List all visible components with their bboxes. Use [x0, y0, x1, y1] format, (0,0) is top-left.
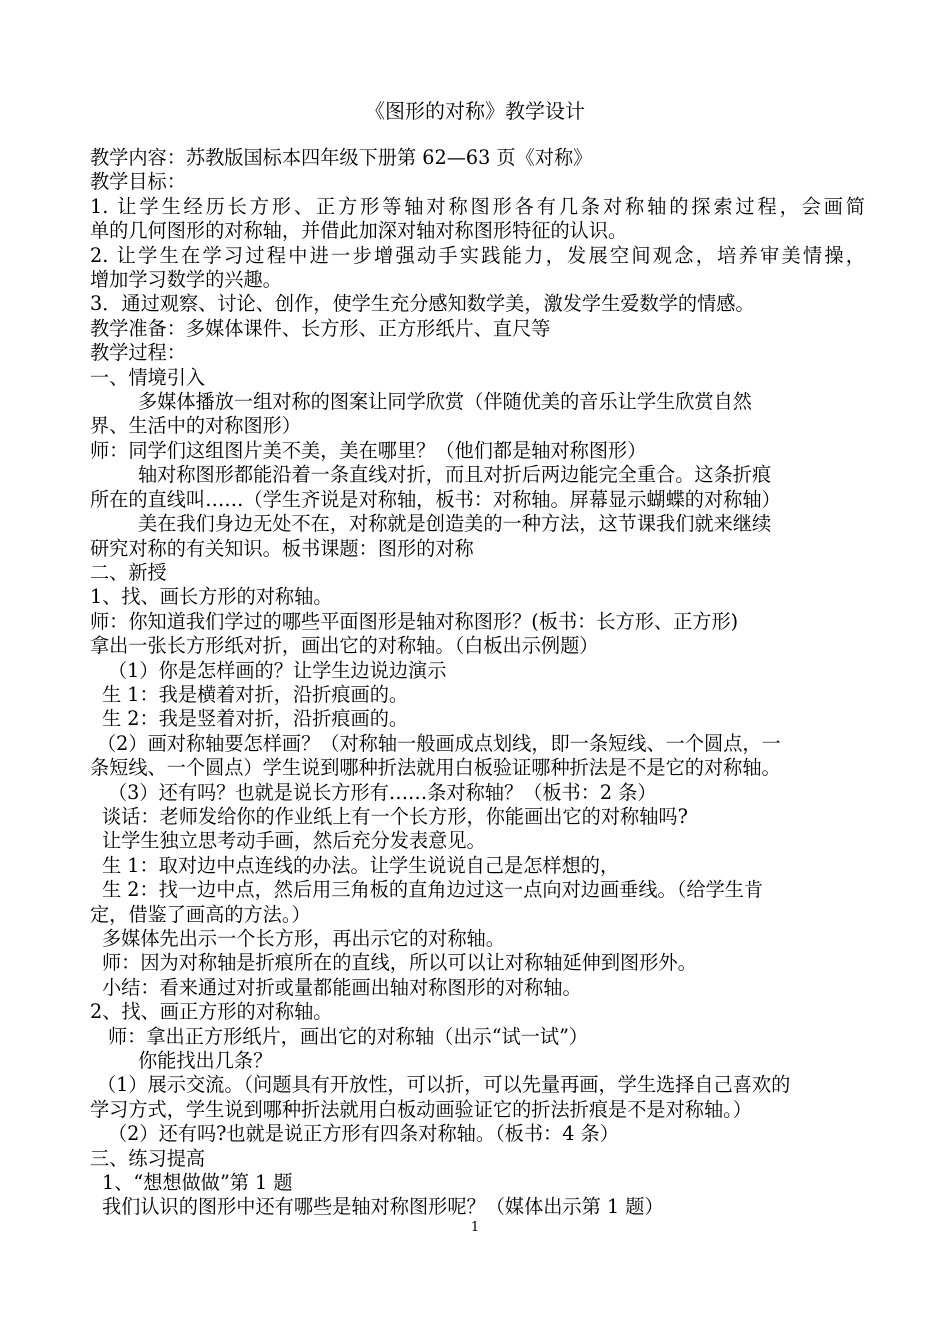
text-line: 师：你知道我们学过的哪些平面图形是轴对称图形？(板书：长方形、正方形) [90, 609, 739, 633]
text-line: 小结：看来通过对折或量都能画出轴对称图形的对称轴。 [102, 975, 582, 999]
text-line: 定，借鉴了画高的方法。） [90, 902, 311, 926]
text-line: 你能找出几条？ [138, 1049, 273, 1073]
subsection-heading-square: 2、找、画正方形的对称轴。 [90, 1000, 333, 1024]
text-line: 我们认识的图形中还有哪些是轴对称图形呢？（媒体出示第 1 题） [102, 1195, 664, 1219]
text-line-preparation: 教学准备：多媒体课件、长方形、正方形纸片、直尺等 [90, 316, 551, 340]
subsection-heading-rectangle: 1、找、画长方形的对称轴。 [90, 585, 333, 609]
text-line: 多媒体播放一组对称的图案让同学欣赏（伴随优美的音乐让学生欣赏自然 [138, 390, 752, 414]
text-line: 多媒体先出示一个长方形，再出示它的对称轴。 [102, 927, 505, 950]
document-title: 《图形的对称》教学设计 [365, 99, 585, 123]
text-line-goal-2a: 2. 让学生在学习过程中进一步增强动手实践能力，发展空间观念，培养审美情操， [90, 243, 865, 267]
text-line-goal-1b: 单的几何图形的对称轴，并借此加深对轴对称图形特征的认识。 [90, 219, 628, 243]
text-line-process: 教学过程： [90, 341, 186, 365]
text-line-goal-1a: 1. 让学生经历长方形、正方形等轴对称图形各有几条对称轴的探索过程，会画简 [90, 194, 865, 218]
text-line: 师：同学们这组图片美不美，美在哪里？（他们都是轴对称图形） [90, 438, 647, 462]
text-line: 条短线、一个圆点）学生说到哪种折法就用白板验证哪种折法是不是它的对称轴。 [90, 756, 781, 780]
text-line-goal-2b: 增加学习数学的兴趣。 [90, 268, 282, 292]
page-number: 1 [470, 1220, 480, 1235]
text-line: （1）展示交流。（问题具有开放性，可以折，可以先量再画，学生选择自己喜欢的 [97, 1073, 791, 1097]
text-line-teaching-content: 教学内容：苏教版国标本四年级下册第 62—63 页《对称》 [90, 146, 593, 169]
section-heading-new-teaching: 二、新授 [90, 560, 167, 584]
text-line: 轴对称图形都能沿着一条直线对折，而且对折后两边能完全重合。这条折痕 [138, 463, 772, 487]
text-line: 所在的直线叫……（学生齐说是对称轴，板书：对称轴。屏幕显示蝴蝶的对称轴） [90, 487, 781, 511]
text-line: 让学生独立思考动手画，然后充分发表意见。 [102, 829, 486, 853]
text-line-goal-3: 3．通过观察、讨论、创作，使学生充分感知数学美，激发学生爱数学的情感。 [90, 292, 755, 316]
text-line: 拿出一张长方形纸对折，画出它的对称轴。（白板出示例题） [90, 634, 599, 658]
text-line: （1）你是怎样画的？让学生边说边演示 [108, 658, 447, 682]
section-heading-practice: 三、练习提高 [90, 1146, 206, 1170]
document-body [90, 146, 865, 1220]
text-line: 师：因为对称轴是折痕所在的直线，所以可以让对称轴延伸到图形外。 [102, 951, 697, 975]
text-line: 谈话：老师发给你的作业纸上有一个长方形，你能画出它的对称轴吗? [102, 804, 688, 828]
text-line: （2）还有吗?也就是说正方形有四条对称轴。（板书：4 条） [108, 1122, 619, 1146]
text-line: 研究对称的有关知识。板书课题：图形的对称 [90, 536, 474, 560]
text-line: 师：拿出正方形纸片，画出它的对称轴（出示“试一试”） [108, 1024, 589, 1048]
section-heading-intro: 一、情境引入 [90, 365, 206, 389]
text-line: （3）还有吗？也就是说长方形有……条对称轴？（板书：2 条） [108, 780, 657, 804]
text-line: 生 1：我是横着对折，沿折痕画的。 [102, 682, 409, 706]
text-line: 生 2：我是竖着对折，沿折痕画的。 [102, 707, 409, 731]
text-line: （2）画对称轴要怎样画？（对称轴一般画成点划线，即一条短线、一个圆点，一 [97, 731, 781, 755]
text-line: 生 2：找一边中点，然后用三角板的直角边过这一点向对边画垂线。（给学生肯 [102, 878, 764, 902]
text-line: 1、“想想做做”第 1 题 [102, 1171, 293, 1195]
text-line: 学习方式，学生说到哪种折法就用白板动画验证它的折法折痕是不是对称轴。） [90, 1097, 752, 1121]
text-line-teaching-goals: 教学目标： [90, 170, 186, 194]
text-line: 生 1：取对边中点连线的办法。让学生说说自己是怎样想的， [102, 853, 620, 877]
text-line: 界、生活中的对称图形） [90, 414, 302, 438]
text-line: 美在我们身边无处不在，对称就是创造美的一种方法，这节课我们就来继续 [138, 512, 772, 536]
